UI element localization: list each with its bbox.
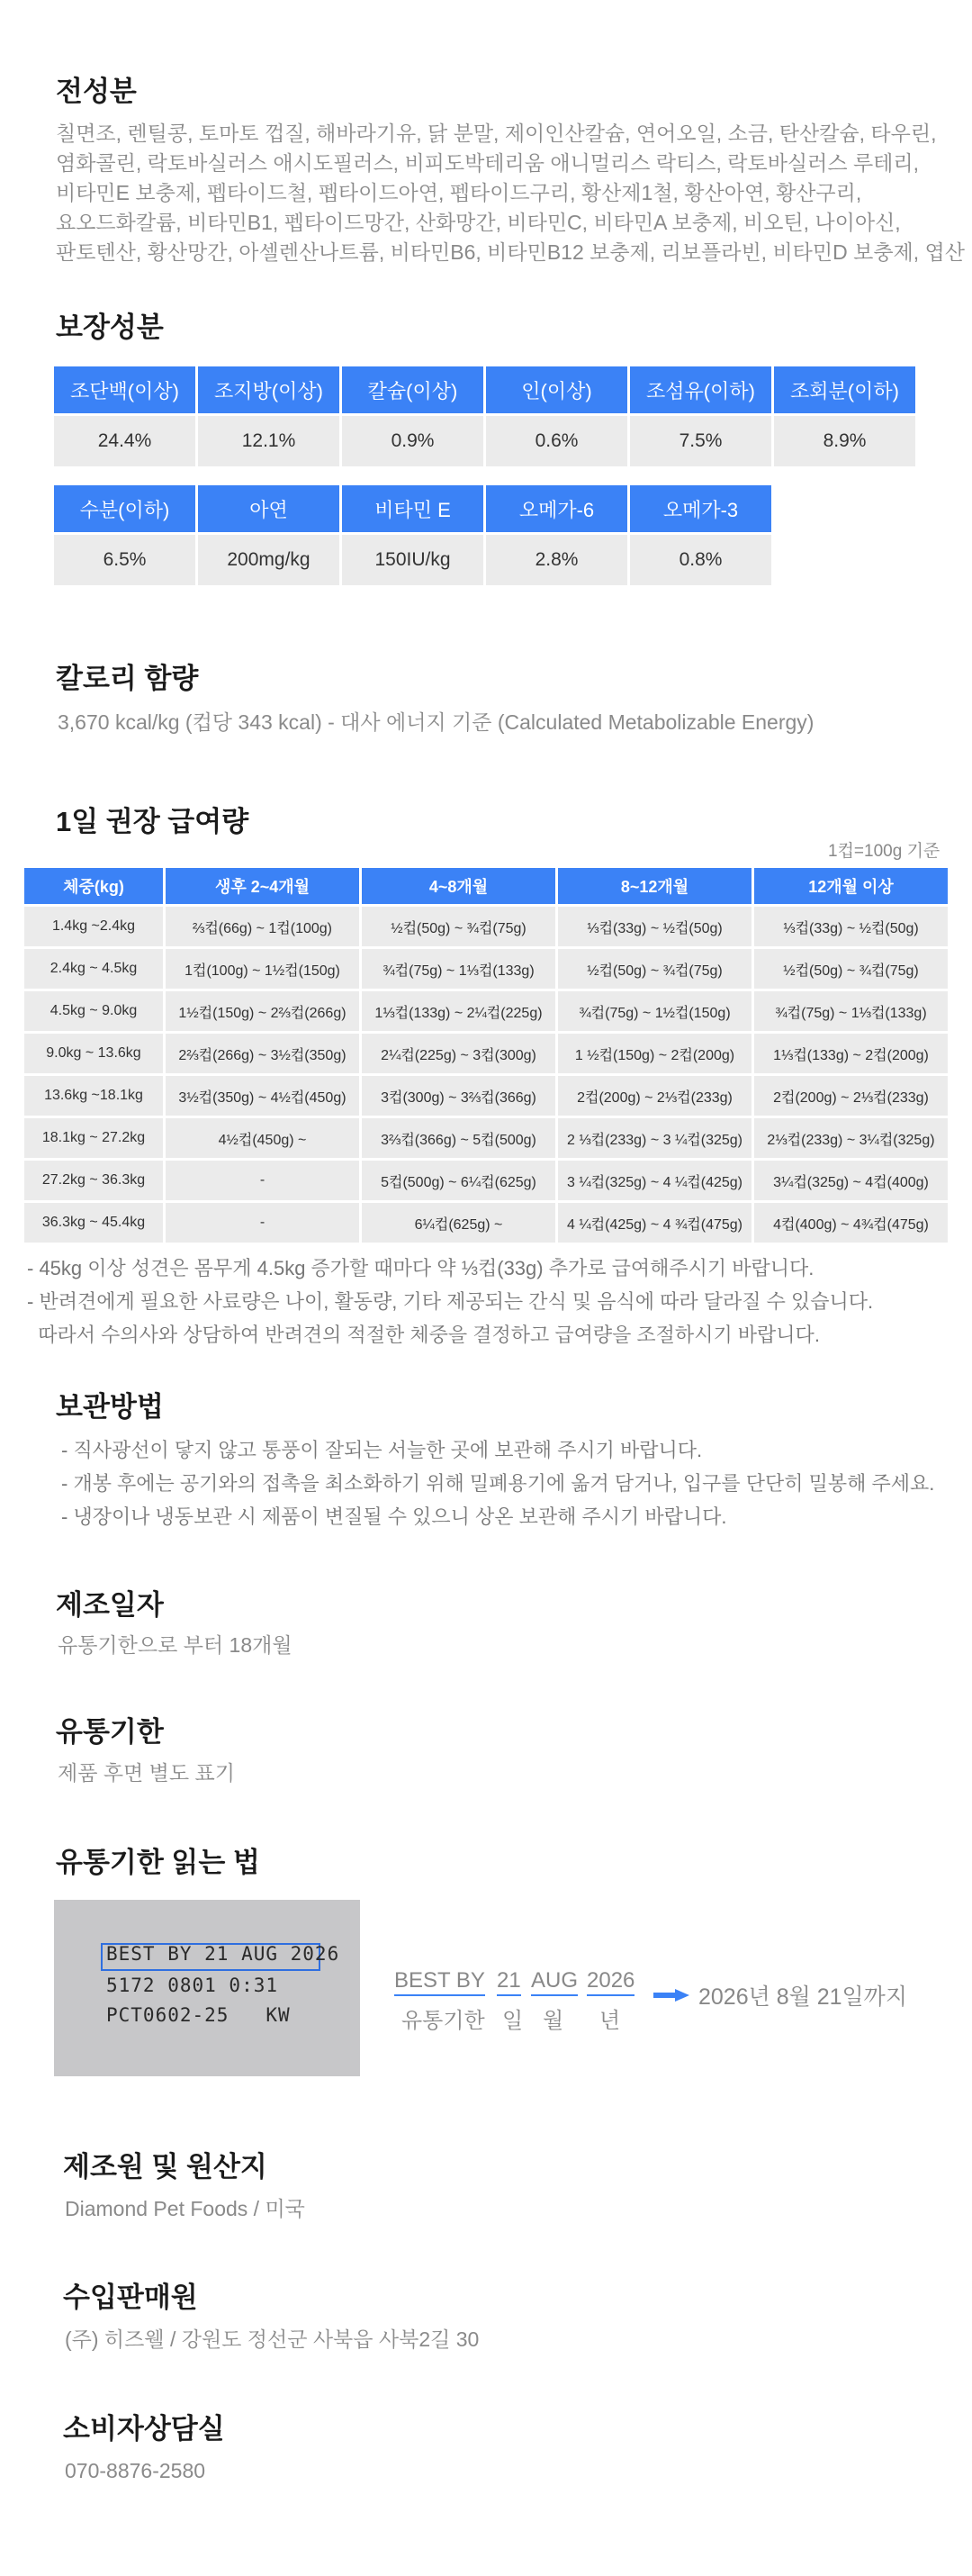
storage-line: - 개봉 후에는 공기와의 접촉을 최소화하기 위해 밀폐용기에 옮겨 담거나, 입구를 단단히 밀봉해 주세요. <box>61 1472 935 1495</box>
label-line: 5172 0801 0:31 <box>106 1975 279 1996</box>
manufacture-date-title: 제조일자 <box>56 1589 164 1621</box>
importer-title: 수입판매원 <box>63 2282 198 2313</box>
amount-cell: ⅔컵(66g) ~ 1컵(100g) <box>166 907 359 946</box>
feeding-note: - 반려견에게 필요한 사료량은 나이, 활동량, 기타 제공되는 간식 및 음식에 따라 달라질 수 있습니다. <box>27 1290 874 1313</box>
feeding-title: 1일 권장 급여량 <box>56 806 249 837</box>
storage-lines <box>61 1433 934 1533</box>
decode-part-bestby <box>394 1968 485 1993</box>
guaranteed-table-row2 <box>54 485 915 585</box>
decode-bottom: 유통기한 <box>401 2009 485 2033</box>
decode-top: 21 <box>497 1968 521 1996</box>
table-row <box>24 991 948 1031</box>
decode-bottom: 월 <box>543 2009 564 2033</box>
storage-line: - 냉장이나 냉동보관 시 제품이 변질될 수 있으니 상온 보관해 주시기 바랍니다. <box>61 1505 727 1528</box>
decode-part-month <box>531 1968 578 1993</box>
weight-cell: 18.1kg ~ 27.2kg <box>24 1118 163 1158</box>
amount-cell: 2¼컵(225g) ~ 3컵(300g) <box>362 1034 555 1073</box>
guaranteed-header: 칼슘(이상) <box>342 366 483 413</box>
decode-top: AUG <box>531 1968 578 1996</box>
weight-cell: 36.3kg ~ 45.4kg <box>24 1203 163 1243</box>
manufacture-date-text: 유통기한으로 부터 18개월 <box>58 1633 292 1657</box>
guaranteed-header: 조회분(이하) <box>774 366 915 413</box>
amount-cell: 1⅓컵(133g) ~ 2¼컵(225g) <box>362 991 555 1031</box>
label-line: BEST BY 21 AUG 2026 <box>106 1943 340 1965</box>
consumer-phone: 070-8876-2580 <box>65 2459 206 2482</box>
guaranteed-header: 오메가-3 <box>630 485 771 532</box>
decode-part-day <box>497 1968 521 1993</box>
manufacturer-title: 제조원 및 원산지 <box>63 2151 267 2183</box>
feeding-body <box>24 907 948 1243</box>
table-row <box>24 907 948 946</box>
expiry-title: 유통기한 <box>56 1716 164 1748</box>
weight-cell: 27.2kg ~ 36.3kg <box>24 1161 163 1200</box>
label-line: PCT0602-25 KW <box>106 2004 291 2026</box>
amount-cell: - <box>166 1203 359 1243</box>
guaranteed-value: 150IU/kg <box>342 535 483 585</box>
guaranteed-value: 0.6% <box>486 416 627 466</box>
importer-text: (주) 히즈웰 / 강원도 정선군 사북읍 사북2길 30 <box>65 2327 480 2351</box>
guaranteed-header: 아연 <box>198 485 339 532</box>
expiry-text: 제품 후면 별도 표기 <box>58 1761 235 1785</box>
guaranteed-value: 12.1% <box>198 416 339 466</box>
amount-cell: ½컵(50g) ~ ¾컵(75g) <box>362 907 555 946</box>
guaranteed-header: 조섬유(이하) <box>630 366 771 413</box>
guaranteed-value: 2.8% <box>486 535 627 585</box>
ingredients-title: 전성분 <box>56 76 137 107</box>
consumer-title: 소비자상담실 <box>63 2413 225 2445</box>
feeding-header: 4~8개월 <box>362 868 555 904</box>
feeding-note: 따라서 수의사와 상담하여 반려견의 적절한 체중을 결정하고 급여량을 조절하시기 바랍니다. <box>27 1324 820 1346</box>
table-row <box>24 1118 948 1158</box>
ingredients-line: 칠면조, 렌틸콩, 토마토 껍질, 해바라기유, 닭 분말, 제이인산칼슘, 연어오일, 소금, 탄산칼슘, 타우린, <box>56 122 937 145</box>
table-row <box>24 949 948 989</box>
arrow-right-icon <box>653 1989 689 2002</box>
amount-cell: 3컵(300g) ~ 3⅔컵(366g) <box>362 1076 555 1116</box>
table-row <box>24 1076 948 1116</box>
decode-result: 2026년 8월 21일까지 <box>698 1984 907 2010</box>
expiry-read-title: 유통기한 읽는 법 <box>56 1847 260 1878</box>
feeding-table <box>22 865 950 1245</box>
weight-cell: 9.0kg ~ 13.6kg <box>24 1034 163 1073</box>
feeding-header: 체중(kg) <box>24 868 163 904</box>
weight-cell: 2.4kg ~ 4.5kg <box>24 949 163 989</box>
weight-cell: 1.4kg ~2.4kg <box>24 907 163 946</box>
amount-cell: 1½컵(150g) ~ 2⅔컵(266g) <box>166 991 359 1031</box>
amount-cell: - <box>166 1161 359 1200</box>
ingredients-line: 요오드화칼륨, 비타민B1, 펩타이드망간, 산화망간, 비타민C, 비타민A 보충제, 비오틴, 나이아신, <box>56 211 901 234</box>
amount-cell: ⅓컵(33g) ~ ½컵(50g) <box>754 907 948 946</box>
storage-title: 보관방법 <box>56 1391 164 1423</box>
amount-cell: 2⅓컵(233g) ~ 3¼컵(325g) <box>754 1118 948 1158</box>
storage-line: - 직사광선이 닿지 않고 통풍이 잘되는 서늘한 곳에 보관해 주시기 바랍니다. <box>61 1439 703 1461</box>
guaranteed-header: 오메가-6 <box>486 485 627 532</box>
weight-cell: 4.5kg ~ 9.0kg <box>24 991 163 1031</box>
feeding-note: - 45kg 이상 성견은 몸무게 4.5kg 증가할 때마다 약 ⅓컵(33g) 추가로 급여해주시기 바랍니다. <box>27 1257 814 1279</box>
guaranteed-header: 비타민 E <box>342 485 483 532</box>
guaranteed-header: 조지방(이상) <box>198 366 339 413</box>
guaranteed-value: 0.8% <box>630 535 771 585</box>
table-row <box>24 1034 948 1073</box>
guaranteed-value: 24.4% <box>54 416 195 466</box>
amount-cell: 3½컵(350g) ~ 4½컵(450g) <box>166 1076 359 1116</box>
amount-cell: 3⅔컵(366g) ~ 5컵(500g) <box>362 1118 555 1158</box>
guaranteed-title: 보장성분 <box>56 312 164 343</box>
decode-top: BEST BY <box>394 1968 485 1996</box>
cup-note: 1컵=100g 기준 <box>828 842 940 861</box>
amount-cell: 1⅓컵(133g) ~ 2컵(200g) <box>754 1034 948 1073</box>
guaranteed-header: 인(이상) <box>486 366 627 413</box>
feeding-notes <box>27 1252 873 1351</box>
guaranteed-value: 6.5% <box>54 535 195 585</box>
amount-cell: 4컵(400g) ~ 4¾컵(475g) <box>754 1203 948 1243</box>
guaranteed-value: 0.9% <box>342 416 483 466</box>
ingredients-line: 비타민E 보충제, 펩타이드철, 펩타이드아연, 펩타이드구리, 황산제1철, 황산아연, 황산구리, <box>56 181 862 204</box>
decode-part-year <box>587 1968 634 1993</box>
amount-cell: 3 ¼컵(325g) ~ 4 ¼컵(425g) <box>558 1161 752 1200</box>
guaranteed-value: 200mg/kg <box>198 535 339 585</box>
feeding-header: 8~12개월 <box>558 868 752 904</box>
weight-cell: 13.6kg ~18.1kg <box>24 1076 163 1116</box>
guaranteed-header: 수분(이하) <box>54 485 195 532</box>
amount-cell: ⅓컵(33g) ~ ½컵(50g) <box>558 907 752 946</box>
guaranteed-table-row1 <box>54 366 915 466</box>
ingredients-list <box>56 119 965 267</box>
amount-cell: 4½컵(450g) ~ <box>166 1118 359 1158</box>
decode-bottom: 일 <box>502 2009 524 2033</box>
amount-cell: ½컵(50g) ~ ¾컵(75g) <box>558 949 752 989</box>
amount-cell: 4 ¼컵(425g) ~ 4 ¾컵(475g) <box>558 1203 752 1243</box>
amount-cell: ½컵(50g) ~ ¾컵(75g) <box>754 949 948 989</box>
feeding-header-row <box>24 868 948 904</box>
guaranteed-value: 7.5% <box>630 416 771 466</box>
amount-cell: 6¼컵(625g) ~ <box>362 1203 555 1243</box>
amount-cell: ¾컵(75g) ~ 1⅓컵(133g) <box>362 949 555 989</box>
decode-top: 2026 <box>587 1968 634 1996</box>
amount-cell: 1 ½컵(150g) ~ 2컵(200g) <box>558 1034 752 1073</box>
amount-cell: 2컵(200g) ~ 2⅓컵(233g) <box>754 1076 948 1116</box>
feeding-header: 생후 2~4개월 <box>166 868 359 904</box>
amount-cell: 2⅔컵(266g) ~ 3½컵(350g) <box>166 1034 359 1073</box>
best-by-label-photo <box>54 1900 360 2076</box>
amount-cell: 5컵(500g) ~ 6¼컵(625g) <box>362 1161 555 1200</box>
amount-cell: ¾컵(75g) ~ 1½컵(150g) <box>558 991 752 1031</box>
amount-cell: 1컵(100g) ~ 1½컵(150g) <box>166 949 359 989</box>
empty-cell <box>774 485 915 532</box>
calorie-text: 3,670 kcal/kg (컵당 343 kcal) - 대사 에너지 기준 (Calculated Metabolizable Energy) <box>58 710 814 734</box>
feeding-header: 12개월 이상 <box>754 868 948 904</box>
table-row <box>24 1203 948 1243</box>
amount-cell: ¾컵(75g) ~ 1⅓컵(133g) <box>754 991 948 1031</box>
amount-cell: 2컵(200g) ~ 2⅓컵(233g) <box>558 1076 752 1116</box>
decode-bottom: 년 <box>599 2009 621 2033</box>
ingredients-line: 염화콜린, 락토바실러스 애시도필러스, 비피도박테리움 애니멀리스 락티스, 락토바실러스 루테리, <box>56 151 920 175</box>
guaranteed-header: 조단백(이상) <box>54 366 195 413</box>
ingredients-line: 판토텐산, 황산망간, 아셀렌산나트륨, 비타민B6, 비타민B12 보충제, 리보플라빈, 비타민D 보충제, 엽산 <box>56 240 965 264</box>
amount-cell: 3¼컵(325g) ~ 4컵(400g) <box>754 1161 948 1200</box>
calorie-title: 칼로리 함량 <box>56 663 199 694</box>
guaranteed-value: 8.9% <box>774 416 915 466</box>
amount-cell: 2 ⅓컵(233g) ~ 3 ¼컵(325g) <box>558 1118 752 1158</box>
table-row <box>24 1161 948 1200</box>
manufacturer-text: Diamond Pet Foods / 미국 <box>65 2197 305 2220</box>
